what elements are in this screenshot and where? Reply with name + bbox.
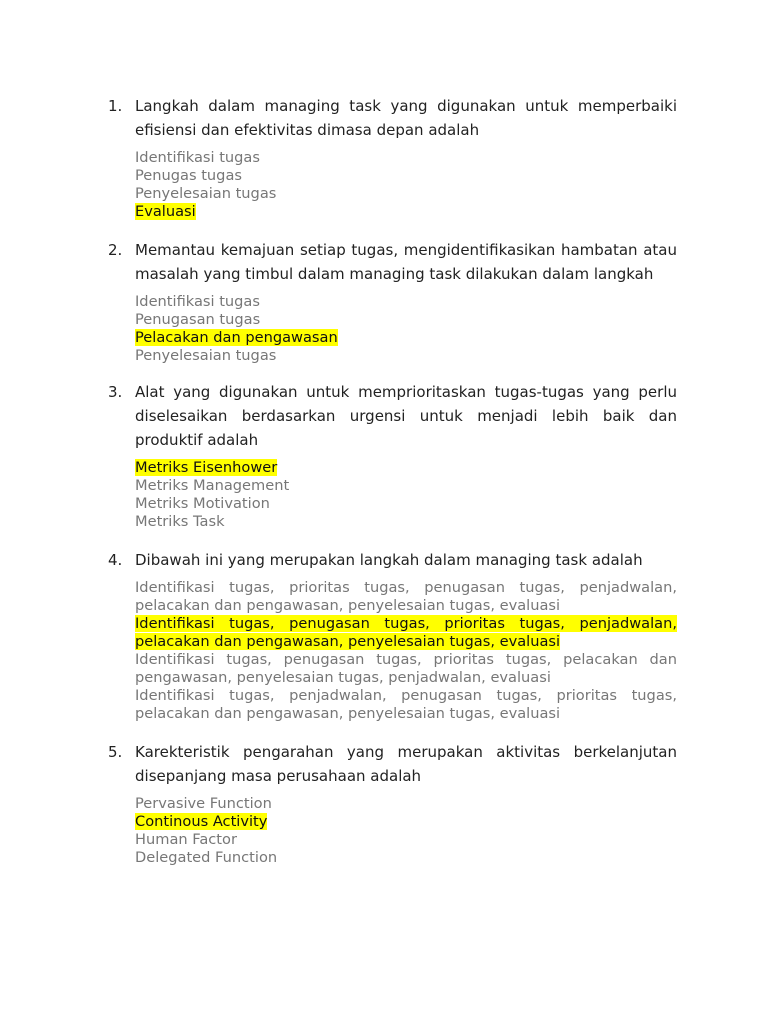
option-item (135, 513, 677, 531)
question-text: Alat yang digunakan untuk memprioritaskan tugas-tugas yang perlu diselesaikan berdasarkan urgensi untuk menjadi lebih baik dan produktif adalah (135, 383, 677, 449)
option-list (135, 795, 677, 867)
option-item (135, 185, 677, 203)
question-number: 3. (108, 383, 123, 401)
option-list (135, 459, 677, 531)
option-text: Human Factor (135, 831, 237, 848)
question-5 (108, 740, 677, 867)
option-item (135, 651, 677, 687)
question-1 (108, 94, 677, 221)
option-text: Identifikasi tugas (135, 293, 260, 310)
option-item-correct (135, 615, 677, 651)
question-number: 4. (108, 551, 123, 569)
option-item-correct (135, 203, 677, 221)
option-text: Penugas tugas (135, 167, 242, 184)
question-3 (108, 380, 677, 531)
highlighted-answer: Pelacakan dan pengawasan (135, 329, 338, 346)
option-text: Metriks Task (135, 513, 225, 530)
question-text: Memantau kemajuan setiap tugas, mengidentifikasikan hambatan atau masalah yang timbul dalam managing task dilakukan dalam langkah (135, 241, 677, 283)
option-item (135, 579, 677, 615)
question-text: Dibawah ini yang merupakan langkah dalam managing task adalah (135, 551, 643, 569)
option-item (135, 149, 677, 167)
highlighted-answer: Continous Activity (135, 813, 268, 830)
option-list (135, 293, 677, 365)
highlighted-answer: Evaluasi (135, 203, 196, 220)
highlighted-answer: Metriks Eisenhower (135, 459, 278, 476)
option-text: Penugasan tugas (135, 311, 261, 328)
option-text: Metriks Management (135, 477, 290, 494)
question-text: Langkah dalam managing task yang digunakan untuk memperbaiki efisiensi dan efektivitas dimasa depan adalah (135, 97, 677, 139)
option-item (135, 293, 677, 311)
option-item (135, 687, 677, 723)
option-list (135, 579, 677, 723)
option-text: Penyelesaian tugas (135, 185, 277, 202)
option-item-correct (135, 813, 677, 831)
option-text: Identifikasi tugas, penjadwalan, penugasan tugas, prioritas tugas, pelacakan dan pengawasan, penyelesaian tugas, evaluasi (135, 687, 677, 722)
option-item (135, 849, 677, 867)
option-text: Penyelesaian tugas (135, 347, 277, 364)
option-item (135, 347, 677, 365)
option-text: Metriks Motivation (135, 495, 270, 512)
option-text: Identifikasi tugas, penugasan tugas, prioritas tugas, pelacakan dan pengawasan, penyelesaian tugas, penjadwalan, evaluasi (135, 651, 677, 686)
option-item (135, 311, 677, 329)
question-number: 1. (108, 97, 123, 115)
option-item-correct (135, 329, 677, 347)
highlighted-answer: Identifikasi tugas, penugasan tugas, prioritas tugas, penjadwalan, pelacakan dan pengawasan, penyelesaian tugas, evaluasi (135, 615, 677, 650)
option-item (135, 795, 677, 813)
option-item-correct (135, 459, 677, 477)
question-number: 5. (108, 743, 123, 761)
option-text: Pervasive Function (135, 795, 272, 812)
question-number: 2. (108, 241, 123, 259)
question-text: Karekteristik pengarahan yang merupakan aktivitas berkelanjutan disepanjang masa perusahaan adalah (135, 743, 677, 785)
option-text: Delegated Function (135, 849, 278, 866)
option-text: Identifikasi tugas (135, 149, 260, 166)
option-item (135, 495, 677, 513)
option-text: Identifikasi tugas, prioritas tugas, penugasan tugas, penjadwalan, pelacakan dan pengawasan, penyelesaian tugas, evaluasi (135, 579, 677, 614)
question-2 (108, 238, 677, 365)
option-item (135, 477, 677, 495)
option-item (135, 831, 677, 849)
option-list (135, 149, 677, 221)
option-item (135, 167, 677, 185)
question-4 (108, 548, 677, 723)
